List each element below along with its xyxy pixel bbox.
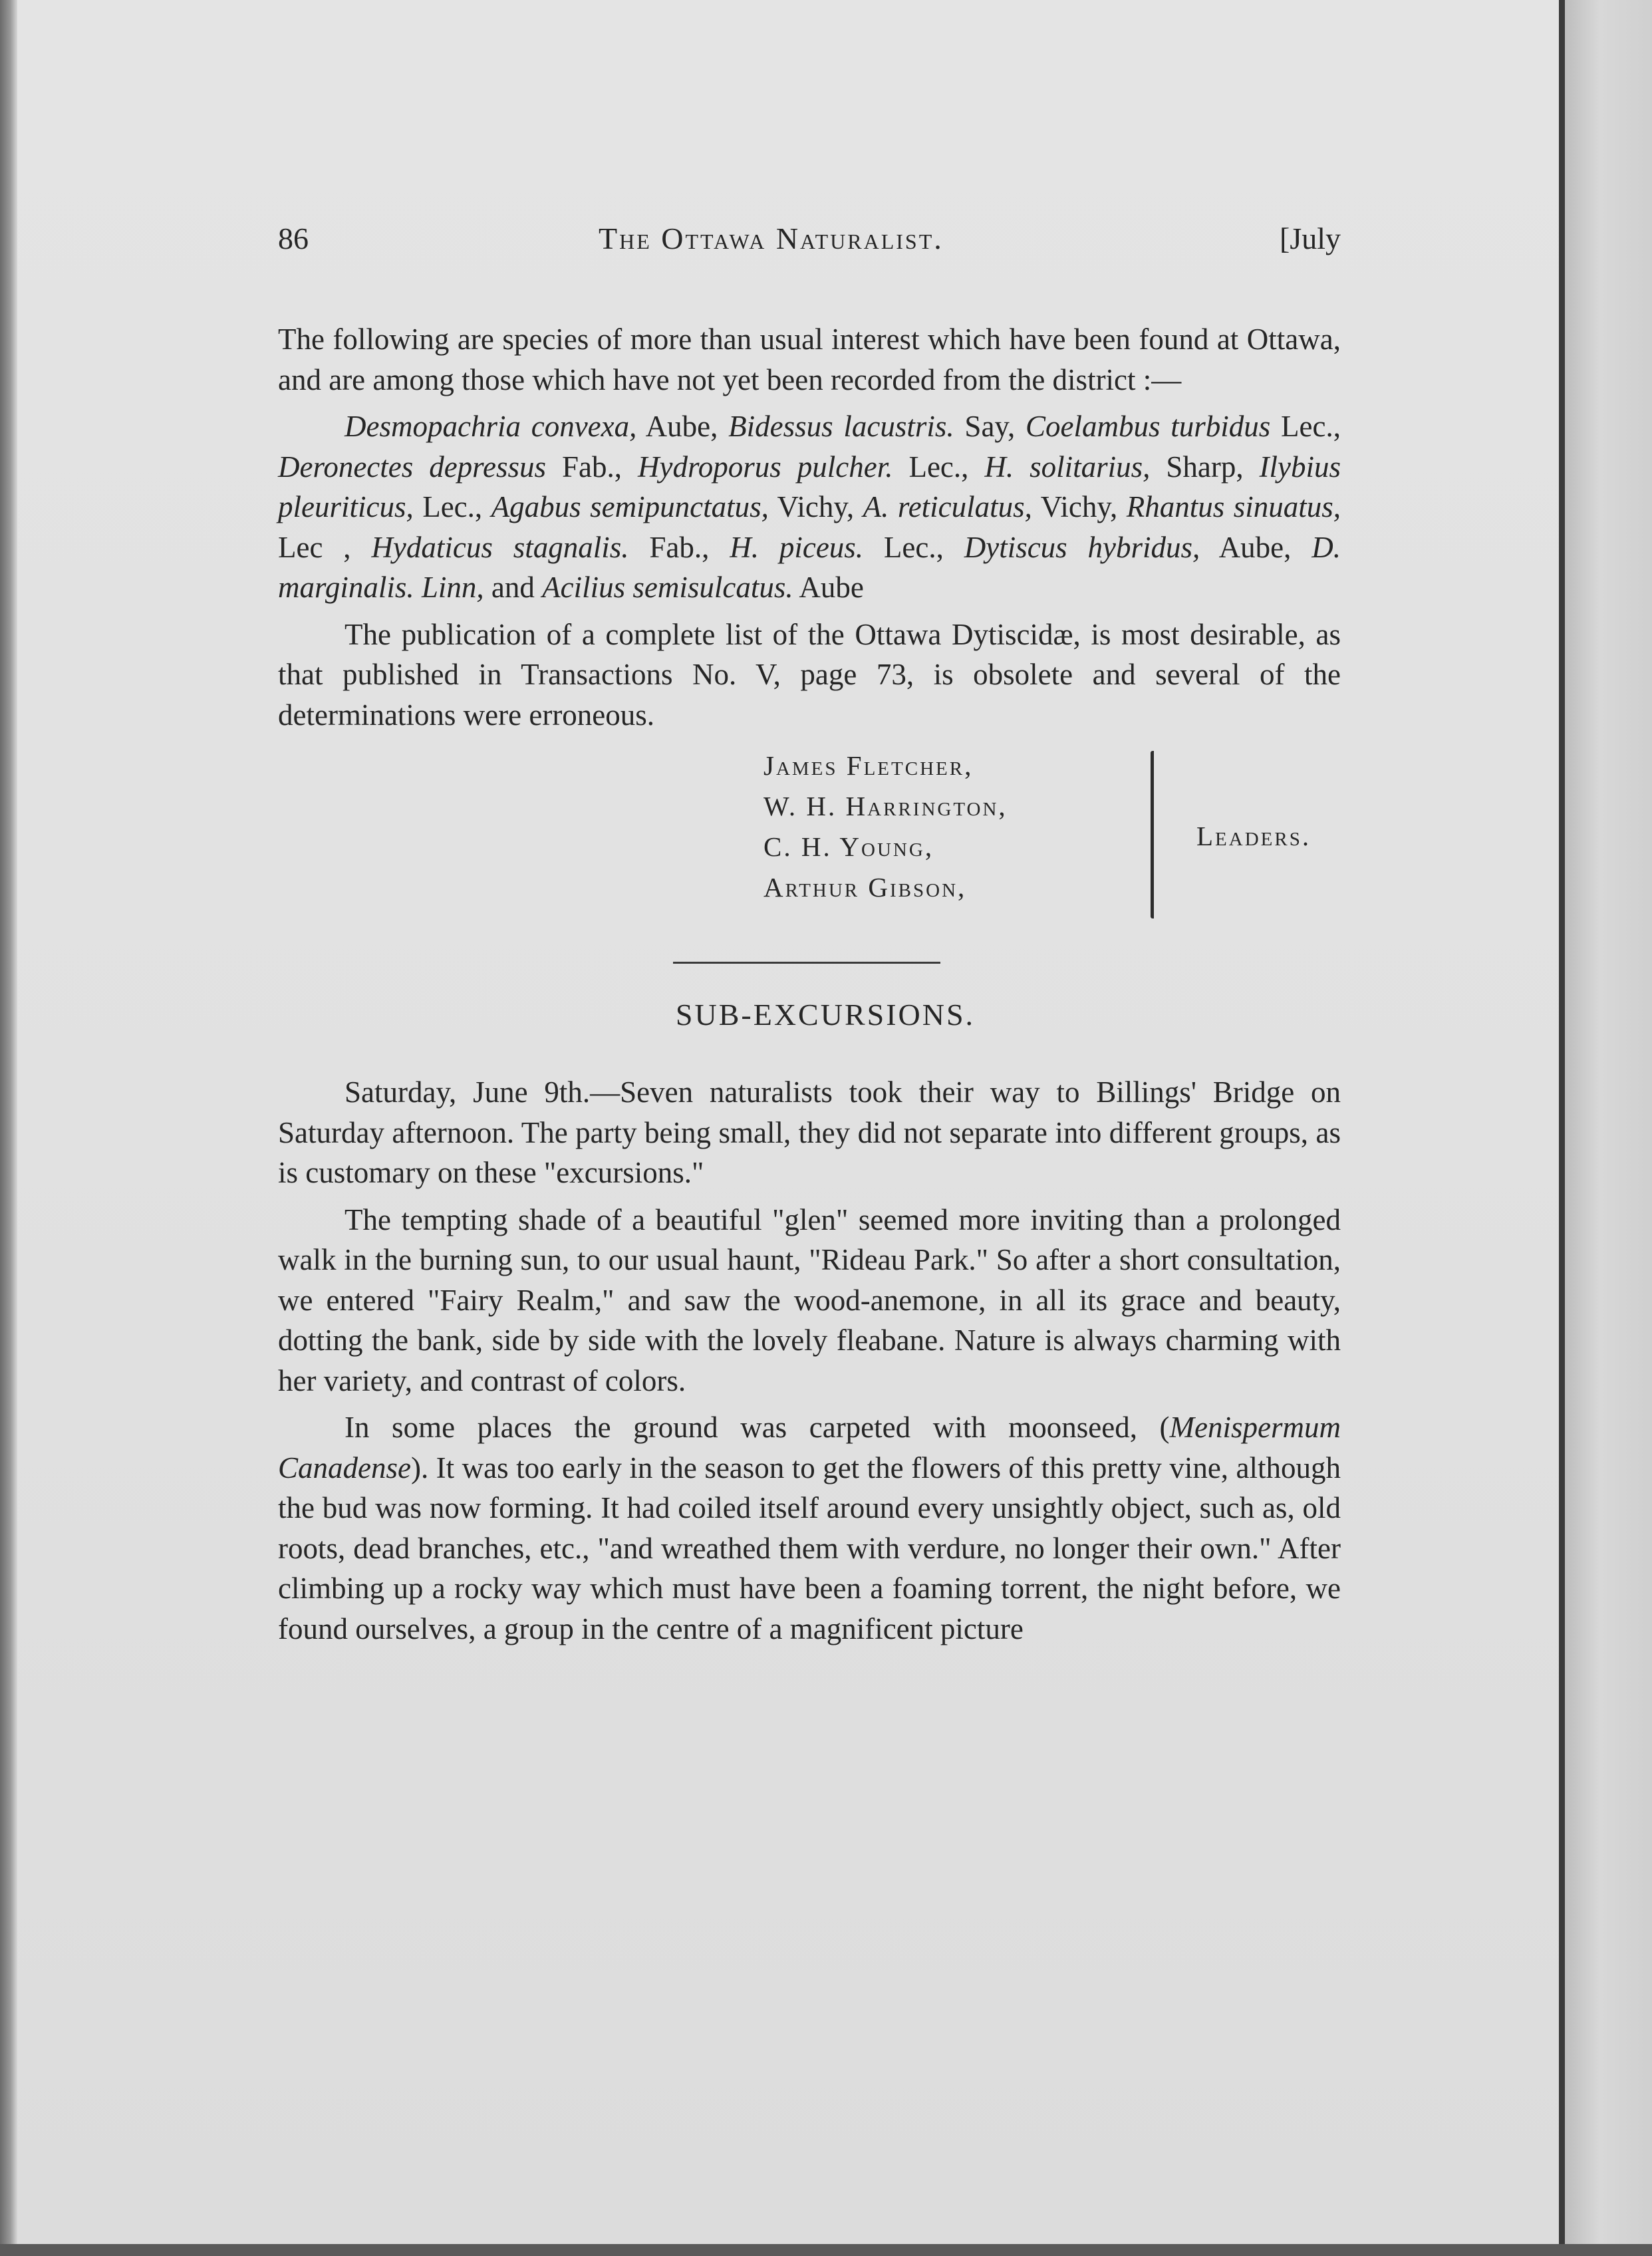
species-name: Desmopachria convexa,	[344, 410, 637, 443]
species-authority: Fab.,	[546, 450, 638, 484]
species-authority: Say,	[954, 410, 1026, 443]
species-name: Acilius semisulcatus.	[542, 571, 793, 604]
species-authority: Fab.,	[628, 530, 730, 564]
species-authority: Lec.,	[1270, 410, 1341, 443]
page-content	[278, 213, 1341, 1649]
moonseed-paragraph	[278, 1407, 1341, 1649]
species-list-paragraph	[278, 406, 1341, 608]
body-paragraph: Saturday, June 9th.—Seven naturalists took their way to Billings' Bridge on Saturday afternoon. The party being small, they did not separate into different groups, as is customary on these "excursions."	[278, 1075, 1341, 1189]
signer-name: Arthur Gibson,	[763, 872, 967, 903]
species-name: H. solitarius,	[984, 450, 1151, 484]
species-authority: Lec ,	[278, 530, 372, 564]
brace-bracket	[1151, 751, 1158, 918]
species-name: Bidessus lacustris.	[728, 410, 954, 443]
species-authority: Lec.,	[893, 450, 985, 484]
species-name: Coelambus turbidus	[1026, 410, 1271, 443]
page-right-margin-strip	[1565, 0, 1652, 2256]
running-header	[278, 213, 1341, 259]
signer-role: Leaders.	[1196, 821, 1311, 851]
page-bottom-edge	[0, 2244, 1652, 2256]
publication-paragraph: The publication of a complete list of the Ottawa Dytiscidæ, is most desirable, as that published in Transactions No. V, page 73, is obsolete and several of the determinations were erroneous.	[278, 617, 1341, 732]
paragraph-text: ). It was too early in the season to get the flowers of this pretty vine, although the bud was now forming. It had coiled itself around every unsightly object, such as, old roots, dead branches, etc., "and wreathed them with verdure, no longer their own." After climbing up a rocky way which must have been a foaming torrent, the night before, we found ourselves, a group in the centre of a magnificent picture	[278, 1451, 1341, 1645]
species-name: D. marginalis. Linn,	[278, 530, 1341, 604]
species-name: Menispermum Canadense	[278, 1411, 1341, 1484]
section-divider	[673, 962, 940, 964]
signer-name: C. H. Young,	[763, 831, 934, 862]
page-number: 86	[278, 221, 309, 255]
signature-block	[278, 746, 1341, 935]
signer-name: W. H. Harrington,	[763, 791, 1008, 821]
species-authority: Vichy,	[1032, 490, 1127, 523]
section-heading: SUB-EXCURSIONS.	[675, 998, 976, 1032]
species-name: Hydroporus pulcher.	[637, 450, 893, 484]
intro-paragraph: The following are species of more than usual interest which have been found at Ottawa, and are among those which have not yet been recorded from the district :—	[278, 323, 1341, 396]
species-authority: Sharp,	[1150, 450, 1260, 484]
signer-name: James Fletcher,	[763, 750, 974, 781]
species-authority: Lec.,	[413, 490, 491, 523]
species-authority: Lec.,	[863, 530, 964, 564]
signer-names	[763, 746, 1008, 908]
issue-month: [July	[1280, 221, 1341, 255]
species-name: Deronectes depressus	[278, 450, 547, 484]
page-left-edge-shadow	[0, 0, 17, 2256]
body-paragraph: The tempting shade of a beautiful "glen" seemed more inviting than a prolonged walk in the burning sun, to our usual haunt, "Rideau Park." So after a short consultation, we entered "Fairy Realm," and saw the wood-anemone, in all its grace and beauty, dotting the bank, side by side with the lovely fleabane. Nature is always charming with her variety, and contrast of colors.	[278, 1202, 1341, 1397]
species-authority: Aube	[793, 571, 864, 604]
species-name: Ilybius pleuriticus,	[278, 450, 1341, 523]
paragraph-text: In some places the ground was carpeted with moonseed, (	[344, 1411, 1170, 1444]
species-name: A. reticulatus,	[863, 490, 1032, 523]
species-authority: Vichy,	[768, 490, 863, 523]
species-authority: Aube,	[1200, 530, 1312, 564]
species-name: Agabus semipunctatus,	[491, 490, 769, 523]
journal-title: The Ottawa Naturalist.	[599, 221, 944, 255]
species-name: Dytiscus hybridus,	[964, 530, 1200, 564]
page-right-edge-line	[1559, 0, 1565, 2256]
species-name: Hydaticus stagnalis.	[371, 530, 629, 564]
species-authority: and	[483, 571, 543, 604]
species-name: H. piceus.	[730, 530, 864, 564]
species-name: Rhantus sinuatus,	[1126, 490, 1341, 523]
species-authority: Aube,	[636, 410, 729, 443]
